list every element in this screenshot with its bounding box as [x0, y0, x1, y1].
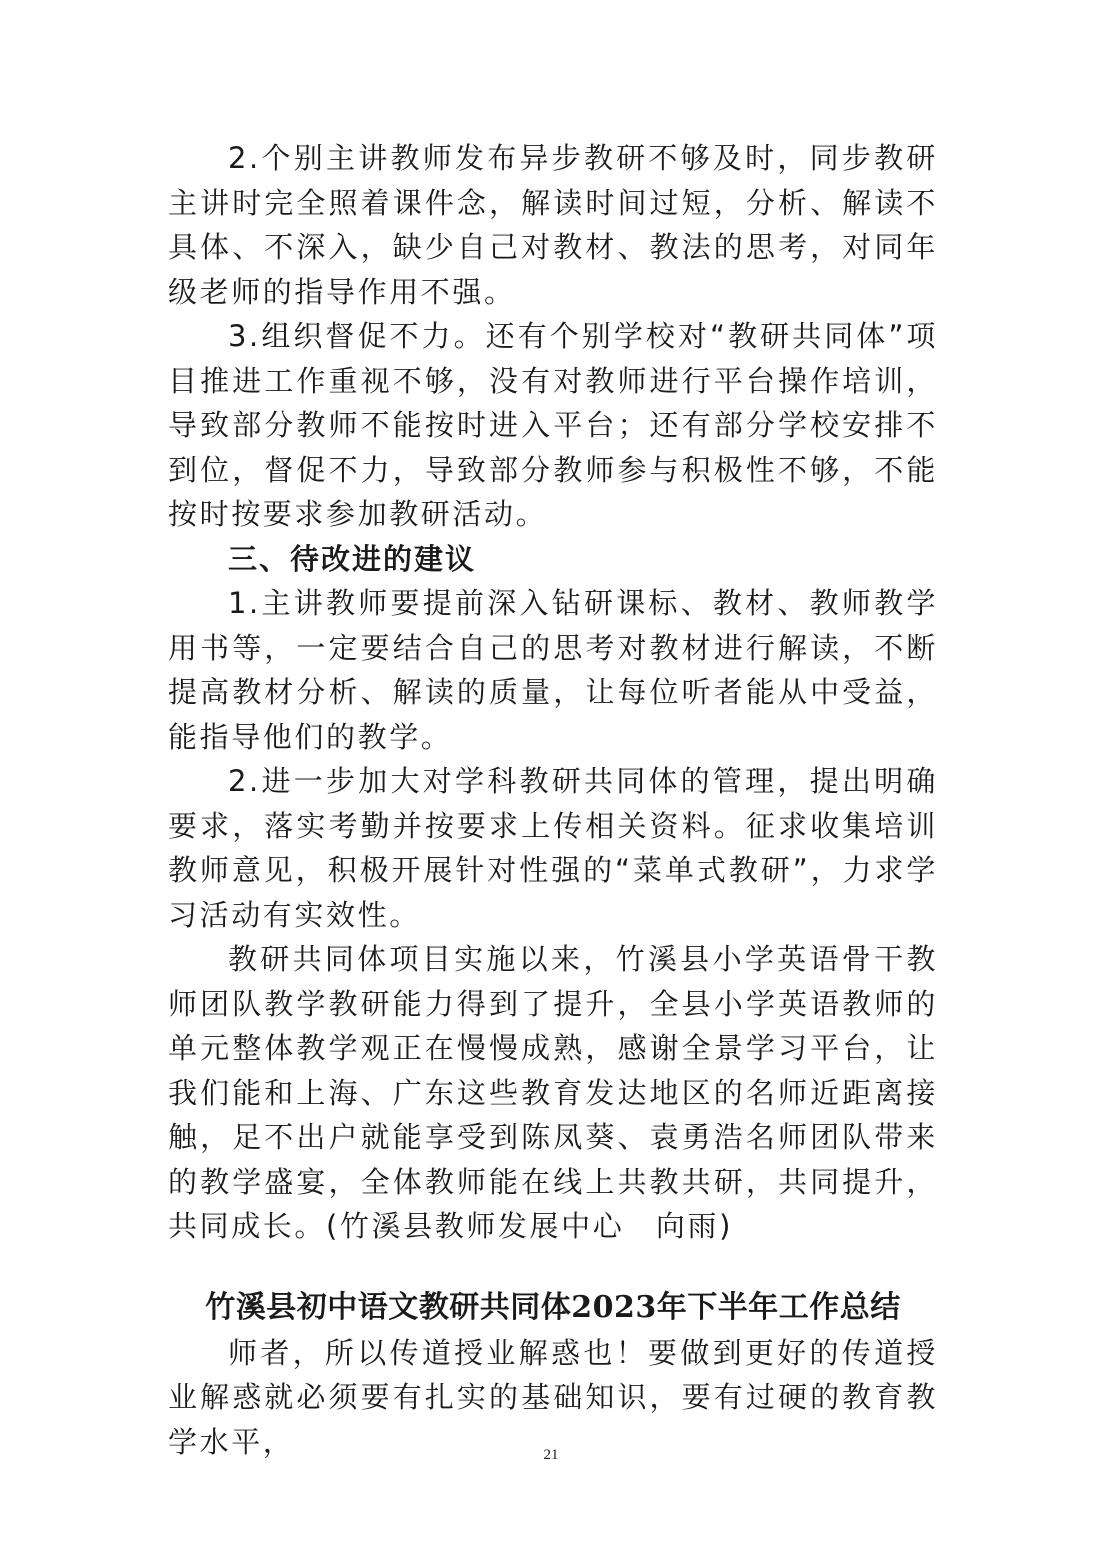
paragraph-closing: 教研共同体项目实施以来，竹溪县小学英语骨干教师团队教学教研能力得到了提升，全县小学英语教师的单元整体教学观正在慢慢成熟，感谢全景学习平台，让我们能和上海、广东这些教育发达地区的名师近距离接触，足不出户就能享受到陈凤葵、袁勇浩名师团队带来的教学盛宴，全体教师能在线上共教共研，共同提升，共同成长。(竹溪县教师发展中心 向雨) — [168, 942, 938, 1243]
page-content — [168, 136, 938, 1464]
paragraph-issue-2: 2.个别主讲教师发布异步教研不够及时，同步教研主讲时完全照着课件念，解读时间过短，分析、解读不具体、不深入，缺少自己对教材、教法的思考，对同年级老师的指导作用不强。 — [168, 141, 938, 309]
paragraph-issue-3: 3.组织督促不力。还有个别学校对“教研共同体”项目推进工作重视不够，没有对教师进行平台操作培训，导致部分教师不能按时进入平台；还有部分学校安排不到位，督促不力，导致部分教师参与积极性不够，不能按时按要求参加教研活动。 — [168, 319, 938, 531]
section-heading-suggestions: 三、待改进的建议 — [228, 541, 477, 576]
paragraph-suggestion-2: 2.进一步加大对学科教研共同体的管理，提出明确要求，落实考勤并按要求上传相关资料。征求收集培训教师意见，积极开展针对性强的“菜单式教研”，力求学习活动有实效性。 — [168, 764, 938, 932]
paragraph-article-opening: 师者，所以传道授业解惑也！要做到更好的传道授业解惑就必须要有扎实的基础知识，要有过硬的教育教学水平， — [168, 1335, 938, 1459]
page-number: 21 — [543, 1447, 559, 1463]
article-title: 竹溪县初中语文教研共同体2023年下半年工作总结 — [205, 1289, 901, 1325]
paragraph-suggestion-1: 1.主讲教师要提前深入钻研课标、教材、教师教学用书等，一定要结合自己的思考对教材进行解读，不断提高教材分析、解读的质量，让每位听者能从中受益，能指导他们的教学。 — [168, 586, 938, 754]
